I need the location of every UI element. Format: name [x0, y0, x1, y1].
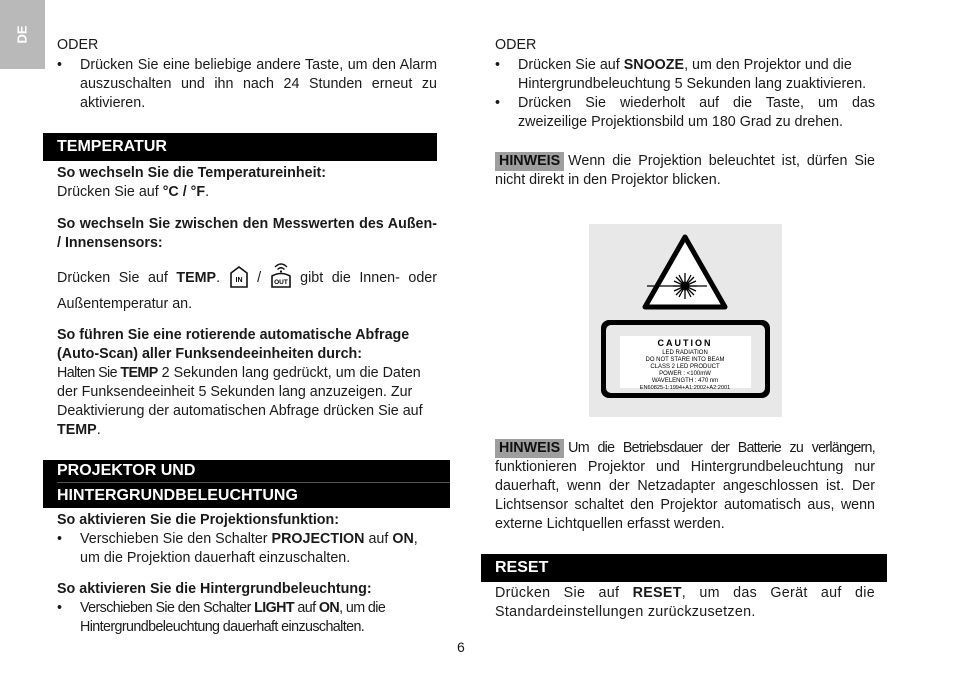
snooze-post: , um den Projektor und die Hintergrundbeleuchtung 5 Sekunden lang zuaktivieren. — [518, 57, 867, 92]
section-header-projektor — [43, 460, 450, 508]
sensor-post: gibt die Innen- oder Außentemperatur an. — [57, 270, 437, 312]
right-column-lower — [495, 439, 875, 622]
indoor-sensor-icon — [229, 265, 249, 295]
projection-key: PROJECTION — [271, 531, 365, 547]
section-title-reset: RESET — [495, 559, 549, 576]
bullet-dot: • — [57, 600, 63, 616]
light-key: LIGHT — [254, 600, 295, 616]
scan-end: . — [96, 422, 101, 438]
reset-post: , um das Gerät auf die Standardeinstellungen zurückzusetzen. — [495, 585, 875, 620]
hinweis-2 — [495, 439, 875, 534]
sensor-mid: . — [216, 270, 221, 286]
section-title-projektor-line1: PROJEKTOR UND — [57, 460, 450, 483]
scan-heading: So führen Sie eine rotierende automatische Abfrage (Auto-Scan) aller Funksendeeinheiten durch: — [57, 327, 410, 362]
svg-text:OUT: OUT — [273, 279, 288, 286]
bullet-dot: • — [495, 95, 501, 111]
svg-text:CLASS 2 LED PRODUCT: CLASS 2 LED PRODUCT — [650, 364, 720, 370]
laser-caution-graphic — [589, 224, 782, 417]
light-bullet — [57, 599, 437, 637]
rotate-bullet — [495, 94, 875, 132]
sensor-text — [57, 261, 437, 314]
sensor-key: TEMP — [176, 270, 217, 286]
svg-text:CAUTION: CAUTION — [657, 338, 713, 348]
light-mid: auf — [294, 600, 319, 616]
light-post: , um die Hintergrundbeleuchtung dauerhaft einzuschalten. — [80, 600, 386, 635]
bullet-dot: • — [495, 57, 501, 73]
caution-label — [601, 320, 770, 398]
scan-text — [57, 364, 437, 440]
svg-text:LED RADIATION: LED RADIATION — [662, 350, 708, 356]
sensor-heading: So wechseln Sie zwischen den Messwerten des Außen- / Innensensors: — [57, 216, 437, 251]
projection-post: , um die Projektion dauerhaft einzuschalten. — [80, 531, 418, 566]
reset-pre: Drücken Sie auf — [495, 585, 633, 601]
scan-post: 2 Sekunden lang gedrückt, um die Daten der Funksendeeinheit 5 Sekunden lang anzuzeigen. Zur Deaktivierung der automatischen Abfrage drücken Sie auf — [57, 365, 423, 419]
snooze-pre: Drücken Sie auf — [518, 57, 624, 73]
svg-text:EN60825-1:1994+A1:2002+A2:2001: EN60825-1:1994+A1:2002+A2:2001 — [639, 385, 731, 391]
hinweis-1-label: HINWEIS — [495, 152, 564, 171]
projection-bullet — [57, 530, 437, 568]
right-column — [495, 36, 875, 190]
language-tab-label: DE — [15, 25, 30, 44]
section-title-projektor-line2: HINTERGRUNDBELEUCHTUNG — [57, 487, 298, 504]
scan-pre: Halten Sie — [57, 365, 121, 381]
outdoor-sensor-icon — [270, 261, 292, 295]
section-header-temperatur — [43, 133, 437, 161]
rotate-bullet-text: Drücken Sie wiederholt auf die Taste, um das zweizeilige Projektionsbild um 180 Grad zu drehen. — [518, 95, 875, 130]
projection-heading: So aktivieren Sie die Projektionsfunktion: — [57, 512, 340, 528]
language-tab — [0, 0, 45, 69]
light-pre: Verschieben Sie den Schalter — [80, 600, 255, 616]
section-title-temperatur: TEMPERATUR — [57, 138, 167, 155]
unit-heading: So wechseln Sie die Temperatureinheit: — [57, 165, 327, 181]
svg-text:IN: IN — [235, 277, 243, 284]
bullet-dot: • — [57, 531, 63, 547]
scan-key-2: TEMP — [57, 422, 97, 438]
reset-text — [495, 584, 875, 622]
unit-text-post: . — [205, 184, 210, 200]
reset-key: RESET — [632, 585, 682, 601]
hinweis-2-first-line: Um die Betriebsdauer der Batterie zu verlängern, — [568, 440, 875, 456]
svg-text:POWER : <100mW: POWER : <100mW — [659, 371, 711, 377]
projection-pre: Verschieben Sie den Schalter — [80, 531, 272, 547]
left-column — [57, 36, 437, 637]
alarm-bullet-text: Drücken Sie eine beliebige andere Taste, um den Alarm auszuschalten und ihn nach 24 Stunden erneut zu aktivieren. — [80, 57, 437, 111]
snooze-key: SNOOZE — [623, 57, 685, 73]
light-heading: So aktivieren Sie die Hintergrundbeleuchtung: — [57, 581, 372, 597]
oder-label-right: ODER — [495, 37, 537, 53]
projection-mid: auf — [364, 531, 393, 547]
unit-key: °C / °F — [162, 184, 206, 200]
oder-label: ODER — [57, 37, 99, 53]
unit-text — [57, 183, 437, 202]
hinweis-1 — [495, 152, 875, 190]
laser-warning-icon — [645, 237, 725, 307]
hinweis-2-label: HINWEIS — [495, 439, 564, 458]
page-number: 6 — [457, 639, 465, 655]
projection-key-on: ON — [392, 531, 414, 547]
alarm-bullet — [57, 56, 437, 113]
section-header-reset — [481, 554, 887, 582]
svg-text:DO NOT STARE INTO BEAM: DO NOT STARE INTO BEAM — [645, 357, 725, 363]
unit-text-pre: Drücken Sie auf — [57, 184, 163, 200]
svg-text:WAVELENGTH : 470 nm: WAVELENGTH : 470 nm — [651, 378, 719, 384]
scan-key: TEMP — [120, 365, 158, 381]
light-key-on: ON — [318, 600, 340, 616]
sensor-pre: Drücken Sie auf — [57, 270, 177, 286]
bullet-dot: • — [57, 57, 63, 73]
hinweis-1-text: Wenn die Projektion beleuchtet ist, dürfen Sie nicht direkt in den Projektor blicken. — [495, 153, 875, 188]
hinweis-2-text: funktionieren Projektor und Hintergrundbeleuchtung nur dauerhaft, wenn der Netzadapter angeschlossen ist. Der Lichtsensor schaltet den Projektor automatisch aus, wenn externe Lichtquellen erfasst werden. — [495, 459, 875, 532]
snooze-bullet — [495, 56, 875, 94]
sensor-separator: / — [257, 270, 262, 286]
